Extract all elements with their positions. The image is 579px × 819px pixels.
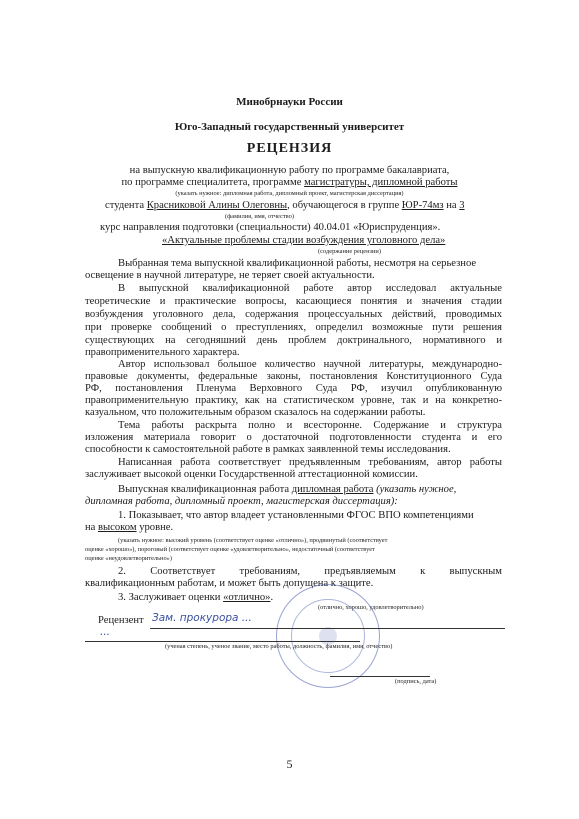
- item-1-prefix: на: [85, 522, 99, 533]
- intro-line-4: курс направления подготовки (специальности) 40.04.01 «Юриспруденция».: [100, 222, 441, 233]
- p3-line: РФ, постановления Пленума Верховного Суда РФ, изучил опубликованную: [85, 383, 502, 394]
- p2-line: правоприменительного характера.: [85, 347, 240, 358]
- p1-line: Выбранная тема выпускной квалификационной работы, несмотря на серьезное: [118, 258, 477, 269]
- p2-line: возбуждения уголовного дела, содержания процессуальных действий, проводимых: [85, 309, 502, 320]
- hint-fio: (фамилия, имя, отчество): [225, 213, 294, 220]
- p3-line: Автор использовал большое количество научной литературы, международно-: [118, 359, 502, 370]
- work-type-underlined: магистратуры, дипломной работы: [304, 177, 458, 188]
- p4-line: способности к самостоятельной работе в рамках заявленной темы исследования.: [85, 444, 451, 455]
- p3-line: правовые документы, федеральные законы, постановления Конституционного Суда: [85, 371, 502, 382]
- reviewer-handwriting-1: Зам. прокурора ...: [152, 612, 252, 624]
- competence-level: высоком: [98, 522, 137, 533]
- item-2-line-2: квалификационным работам, и может быть допущена к защите.: [85, 578, 374, 589]
- item-2-line-1: 2. Соответствует требованиям, предъявляемым к выпускным: [118, 566, 502, 577]
- intro-line-1: на выпускную квалификационную работу по программе бакалавриата,: [129, 165, 450, 176]
- p5-line: заслуживает высокой оценки Государственной аттестационной комиссии.: [85, 469, 418, 480]
- item-1-suffix: уровне.: [136, 522, 174, 533]
- intro-line-2-prefix: по программе специалитета, программе: [121, 177, 305, 188]
- p6-work-type: дипломная работа: [291, 484, 374, 495]
- reviewer-handwriting-2: ...: [100, 626, 111, 638]
- hint-reviewer: (ученая степень, ученое звание, место работы, должность, фамилия, имя, отчество): [165, 643, 393, 650]
- hint-review-content: (содержание рецензии): [318, 248, 381, 255]
- item-3-suffix: .: [270, 592, 274, 603]
- p2-line: существующих на сегодняшний день проблем доктринального, нормативного и: [85, 335, 502, 346]
- item-1-line-1: 1. Показывает, что автор владеет установленными ФГОС ВПО компетенциями: [118, 510, 474, 521]
- page-number: 5: [286, 757, 293, 771]
- hint-grades: (отлично, хорошо, удовлетворительно): [318, 604, 424, 611]
- paragraph-6-line-2: дипломная работа, дипломный проект, магистерская диссертация):: [85, 496, 398, 507]
- p3-line: казуальном, что положительным образом сказалось на содержании работы.: [85, 407, 426, 418]
- p2-line: при проверке сообщений о преступлениях, определил возможные пути решения: [85, 322, 502, 333]
- ministry-heading: Минобрнауки России: [236, 96, 343, 108]
- reviewer-line-1: [150, 628, 505, 629]
- note-line: оценке «неудовлетворительно»): [85, 555, 172, 562]
- p2-line: В выпускной квалификационной работе автор исследовал актуальные: [118, 283, 502, 294]
- note-line: оценке «хорошо»), пороговый (соответствует оценке «удовлетворительно», недостаточный (соответствует: [85, 546, 375, 553]
- course-prefix: на: [443, 200, 460, 211]
- hint-signature: (подпись, дата): [395, 678, 437, 685]
- document-title: РЕЦЕНЗИЯ: [246, 141, 333, 156]
- student-name: Красниковой Алины Олеговны: [146, 200, 288, 211]
- group-prefix: , обучающегося в группе: [287, 200, 402, 211]
- note-line: (указать нужное: высокий уровень (соответствует оценке «отлично»), продвинутый (соответствует: [118, 537, 388, 544]
- course-number: 3: [459, 200, 465, 211]
- group-number: ЮР-74мз: [401, 200, 444, 211]
- student-prefix: студента: [105, 200, 147, 211]
- item-1-line-2: [85, 522, 173, 533]
- final-grade: «отлично»: [223, 592, 271, 603]
- p4-line: Тема работы раскрыта полно и всесторонне. Содержание и структура: [118, 420, 502, 431]
- paragraph-6-line-1: [118, 484, 456, 495]
- p4-line: изложения материала говорит о достаточной подготовленности студента и его: [85, 432, 502, 443]
- p6-prefix: Выпускная квалификационная работа: [118, 484, 292, 495]
- item-3-line: [118, 592, 273, 603]
- thesis-topic: «Актуальные проблемы стадии возбуждения уголовного дела»: [162, 235, 446, 246]
- p6-suffix: (указать нужное,: [373, 484, 457, 495]
- round-seal-stamp: [276, 584, 380, 688]
- reviewer-line-2: [85, 641, 360, 642]
- signature-line: [330, 676, 430, 677]
- item-3-prefix: 3. Заслуживает оценки: [118, 592, 224, 603]
- p5-line: Написанная работа соответствует предъявленным требованиям, автор работы: [118, 457, 502, 468]
- university-heading: Юго-Западный государственный университет: [174, 121, 405, 133]
- p1-line: освещение в научной литературе, не теряет своей актуальности.: [85, 270, 375, 281]
- hint-work-type: (указать нужное: дипломная работа, дипломный проект, магистерская диссертация): [175, 190, 404, 197]
- intro-line-2: [0, 177, 579, 188]
- p2-line: теоретические и практические вопросы, касающиеся понятия и значения стадии: [85, 296, 502, 307]
- seal-inner-ring: [291, 599, 365, 673]
- intro-line-3: [105, 200, 465, 211]
- reviewer-label: Рецензент: [98, 615, 144, 626]
- p3-line: правоприменительную практику, как на статистическом уровне, так и на конкретно-: [85, 395, 502, 406]
